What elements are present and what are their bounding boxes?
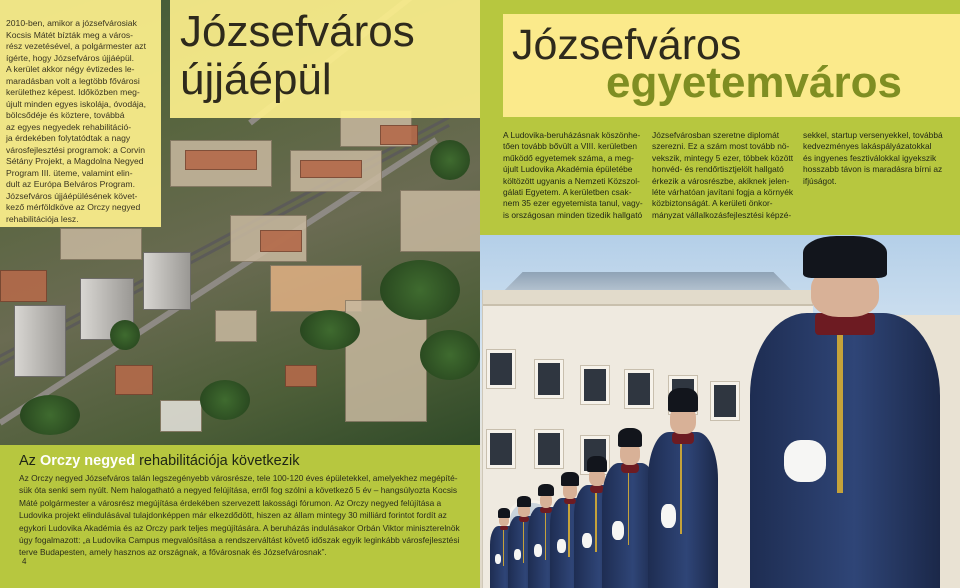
cadet-figure	[648, 388, 718, 588]
orczy-section-title	[19, 453, 299, 469]
cadets-photo	[480, 235, 960, 588]
orczy-title-suffix: rehabilitációja következik	[139, 453, 300, 469]
intro-text-box	[0, 0, 161, 227]
article-column-1: A Ludovika-beruházásnak köszönhe- tően tovább bővült a VIII. kerületben működő egyetemek száma, a meg- újult Ludovika Akadémia épületébe költözött ugyanis a Nemzeti Közszol- gálati Egyetem. A kerületben csak- nem 35 ezer egyetemista tanul, vagy- is országosan minden tizedik hallgató	[503, 130, 643, 220]
left-title-line-2: újjáépül	[180, 55, 332, 104]
page-number: 4	[22, 557, 27, 566]
right-title-box	[503, 14, 960, 117]
left-title-line-1: Józsefváros	[180, 7, 415, 56]
left-title-box	[170, 0, 480, 118]
article-column-3: sekkel, startup versenyekkel, továbbá kedvezményes lakáspályázatokkal és ingyenes fesztiválokkal igyekszik hosszabb távon is maradásra bírni az ifjúságot.	[803, 130, 943, 186]
orczy-section-body: Az Orczy negyed Józsefváros talán legszegényebb városrésze, tele 100-120 éves épületekkel, amelyekhez megépíté- sük óta senki sem nyúlt. Nem halogatható a negyed felújítása, erről fog szólni a következő 5 év – hangsúlyozta Kocsis Máté polgármester a városrész megújítása érdekében szervezett lakossági fórumon. Az Orczy negyed felújítása a Ludovika projekt elindulásával tulajdonképpen már elkezdődött, hiszen az állam mintegy 30 milliárd forintot fordít az egykori Ludovika Akadémia és az Orczy park teljes megújítására. A beruházás indulásakor Orbán Viktor miniszterelnök úgy fogalmazott: „a Ludovika Campus megvalósítása a rendszerváltást követő időszak egyik leginkább városfejlesztési terve Budapesten, amely hasznos az országnak, a fővárosnak és Józsefvárosnak”.	[19, 473, 460, 558]
intro-paragraph: 2010-ben, amikor a józsefvárosiak Kocsis Mátét bízták meg a város- rész vezetésével, a polgármester azt ígérte, hogy Józsefváros újjáépül. A kerület akkor négy évtizedes le- maradásban volt a legtöbb fővárosi kerülethez képest. Időközben meg- újult minden egyes iskolája, óvodája, bölcsődéje és köztere, továbbá az egyes negyedek rehabilitáció- ja érdekében folytatódtak a nagy városfejlesztési programok: a Corvin Sétány Projekt, a Magdolna Negyed Program III. üteme, valamint elin- dult az Európa Belváros Program. Józsefváros újjáépülésének követ- kező mérföldköve az Orczy negyed rehabilitációja lesz.	[6, 18, 146, 224]
right-title-line-2: egyetemváros	[606, 58, 902, 107]
right-title-line-1: Józsefváros	[512, 21, 742, 69]
orczy-title-prefix: Az	[19, 453, 36, 469]
orczy-section	[0, 445, 480, 588]
cadet-figure	[750, 236, 940, 588]
orczy-title-bold: Orczy negyed	[39, 453, 136, 469]
article-column-2: Józsefvárosban szeretne diplomát szerezni. Ez a szám most tovább nö- vekszik, mintegy 5 ezer, többek között honvéd- és rendőrtisztjelölt hallgató érkezik a városrészbe, akiknek jelen- léte várhatóan javítani fogja a környék közbiztonságát. A kerületi önkor- mányzat vállalkozásfejlesztési képzé-	[652, 130, 794, 220]
